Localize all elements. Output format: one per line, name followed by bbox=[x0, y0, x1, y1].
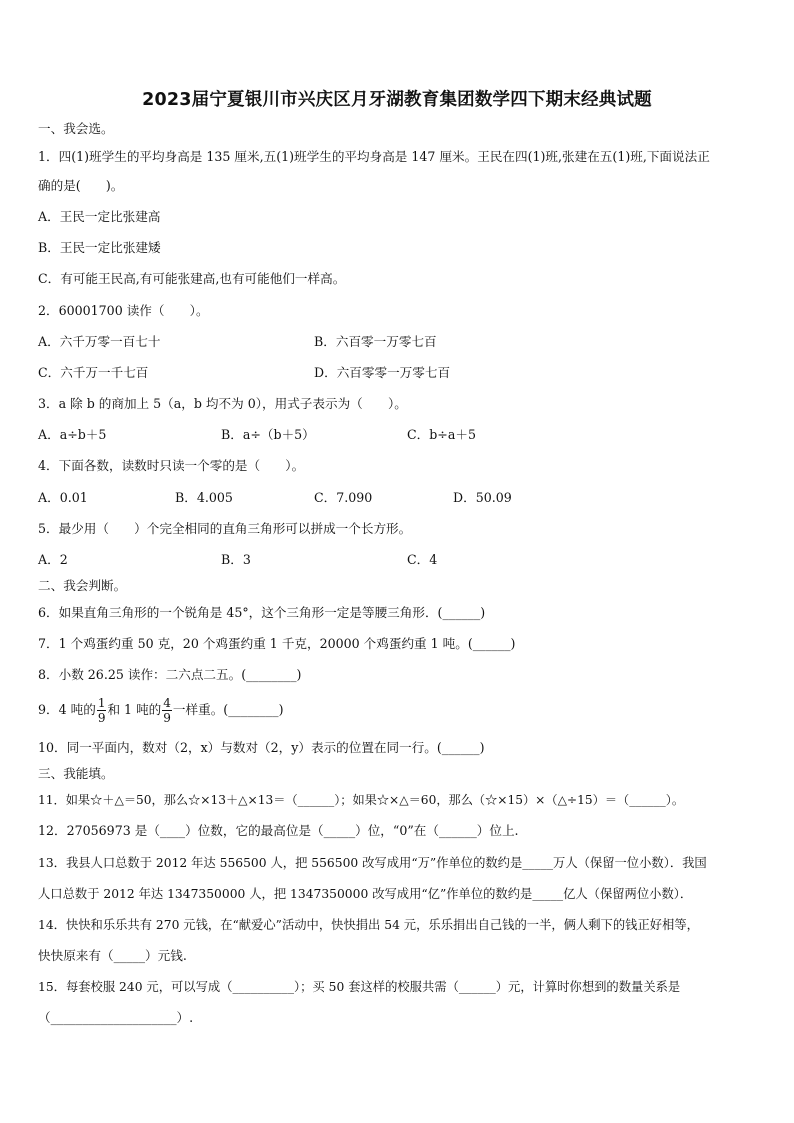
q3-option-c: C．b÷a＋5 bbox=[407, 427, 476, 442]
fraction-one-ninth bbox=[97, 696, 107, 725]
q3-option-b: B．a÷（b＋5） bbox=[221, 427, 315, 442]
q1-option-c: C．有可能王民高,有可能张建高,也有可能他们一样高。 bbox=[38, 271, 346, 286]
q13-stem-line2: 人口总数于 2012 年达 1347350000 人，把 1347350000 改写成用“亿”作单位的数约是_____亿人（保留两位小数）． bbox=[38, 887, 693, 901]
q10-stem: 10．同一平面内，数对（2，x）与数对（2，y）表示的位置在同一行。(______) bbox=[38, 740, 485, 755]
section-heading-fill: 三、我能填。 bbox=[38, 766, 114, 781]
q2-option-a: A．六千万零一百七十 bbox=[38, 334, 161, 349]
fraction-denominator: 9 bbox=[163, 711, 171, 725]
q2-stem: 2．60001700 读作（ ）。 bbox=[38, 303, 209, 318]
q12-stem: 12．27056973 是（____）位数，它的最高位是（_____）位，“0”在（______）位上. bbox=[38, 823, 519, 838]
q11-stem: 11．如果☆＋△＝50，那么☆×13＋△×13＝（______）；如果☆×△＝60，那么（☆×15）×（△÷15）＝（______）。 bbox=[38, 793, 685, 807]
q7-stem: 7．1 个鸡蛋约重 50 克，20 个鸡蛋约重 1 千克，20000 个鸡蛋约重 1 吨。(______) bbox=[38, 636, 516, 651]
q1-stem-line1: 1．四(1)班学生的平均身高是 135 厘米,五(1)班学生的平均身高是 147 厘米。王民在四(1)班,张建在五(1)班,下面说法正 bbox=[38, 149, 710, 164]
q4-option-a: A．0.01 bbox=[38, 490, 88, 505]
q13-stem-line1: 13．我县人口总数于 2012 年达 556500 人，把 556500 改写成用“万”作单位的数约是_____万人（保留一位小数）．我国 bbox=[38, 856, 707, 870]
q1-option-a: A．王民一定比张建高 bbox=[38, 209, 161, 224]
q4-option-c: C．7.090 bbox=[314, 490, 373, 505]
q5-option-b: B．3 bbox=[221, 552, 251, 567]
q14-stem-line1: 14．快快和乐乐共有 270 元钱，在“献爱心”活动中，快快捐出 54 元，乐乐捐出自己钱的一半，俩人剩下的钱正好相等， bbox=[38, 918, 699, 932]
section-heading-choice: 一、我会选。 bbox=[38, 121, 114, 136]
q9-text-pre: 9．4 吨的 bbox=[38, 702, 96, 717]
q5-option-a: A．2 bbox=[38, 552, 68, 567]
q9-stem bbox=[38, 694, 283, 726]
page-title: 2023届宁夏银川市兴庆区月牙湖教育集团数学四下期末经典试题 bbox=[142, 90, 652, 110]
q4-stem: 4．下面各数，读数时只读一个零的是（ ）。 bbox=[38, 458, 305, 473]
q6-stem: 6．如果直角三角形的一个锐角是 45°，这个三角形一定是等腰三角形．(______) bbox=[38, 605, 486, 620]
q2-option-d: D．六百零零一万零七百 bbox=[314, 365, 451, 380]
q4-option-d: D．50.09 bbox=[453, 490, 512, 505]
q15-stem-line2: （____________________）. bbox=[38, 1010, 194, 1025]
q9-text-mid: 和 1 吨的 bbox=[107, 702, 162, 717]
fraction-denominator: 9 bbox=[97, 711, 106, 725]
q1-stem-line2: 确的是( )。 bbox=[38, 178, 124, 193]
q3-stem: 3．a 除 b 的商加上 5（a，b 均不为 0），用式子表示为（ ）。 bbox=[38, 396, 407, 411]
q4-option-b: B．4.005 bbox=[175, 490, 233, 505]
q1-option-b: B．王民一定比张建矮 bbox=[38, 240, 161, 255]
section-heading-judge: 二、我会判断。 bbox=[38, 578, 127, 593]
q2-option-b: B．六百零一万零七百 bbox=[314, 334, 437, 349]
fraction-numerator: 4 bbox=[163, 696, 171, 710]
q14-stem-line2: 快快原来有（_____）元钱. bbox=[38, 948, 187, 963]
fraction-four-ninths bbox=[162, 696, 172, 725]
q15-stem-line1: 15．每套校服 240 元，可以写成（__________）；买 50 套这样的校服共需（______）元，计算时你想到的数量关系是 bbox=[38, 980, 681, 994]
q2-option-c: C．六千万一千七百 bbox=[38, 365, 149, 380]
q5-option-c: C．4 bbox=[407, 552, 438, 567]
q3-option-a: A．a÷b＋5 bbox=[38, 427, 107, 442]
q8-stem: 8．小数 26.25 读作：二六点二五。(________) bbox=[38, 667, 302, 682]
q5-stem: 5．最少用（ ）个完全相同的直角三角形可以拼成一个长方形。 bbox=[38, 521, 412, 536]
fraction-numerator: 1 bbox=[97, 696, 106, 710]
q9-text-post: 一样重。(________) bbox=[172, 702, 284, 717]
